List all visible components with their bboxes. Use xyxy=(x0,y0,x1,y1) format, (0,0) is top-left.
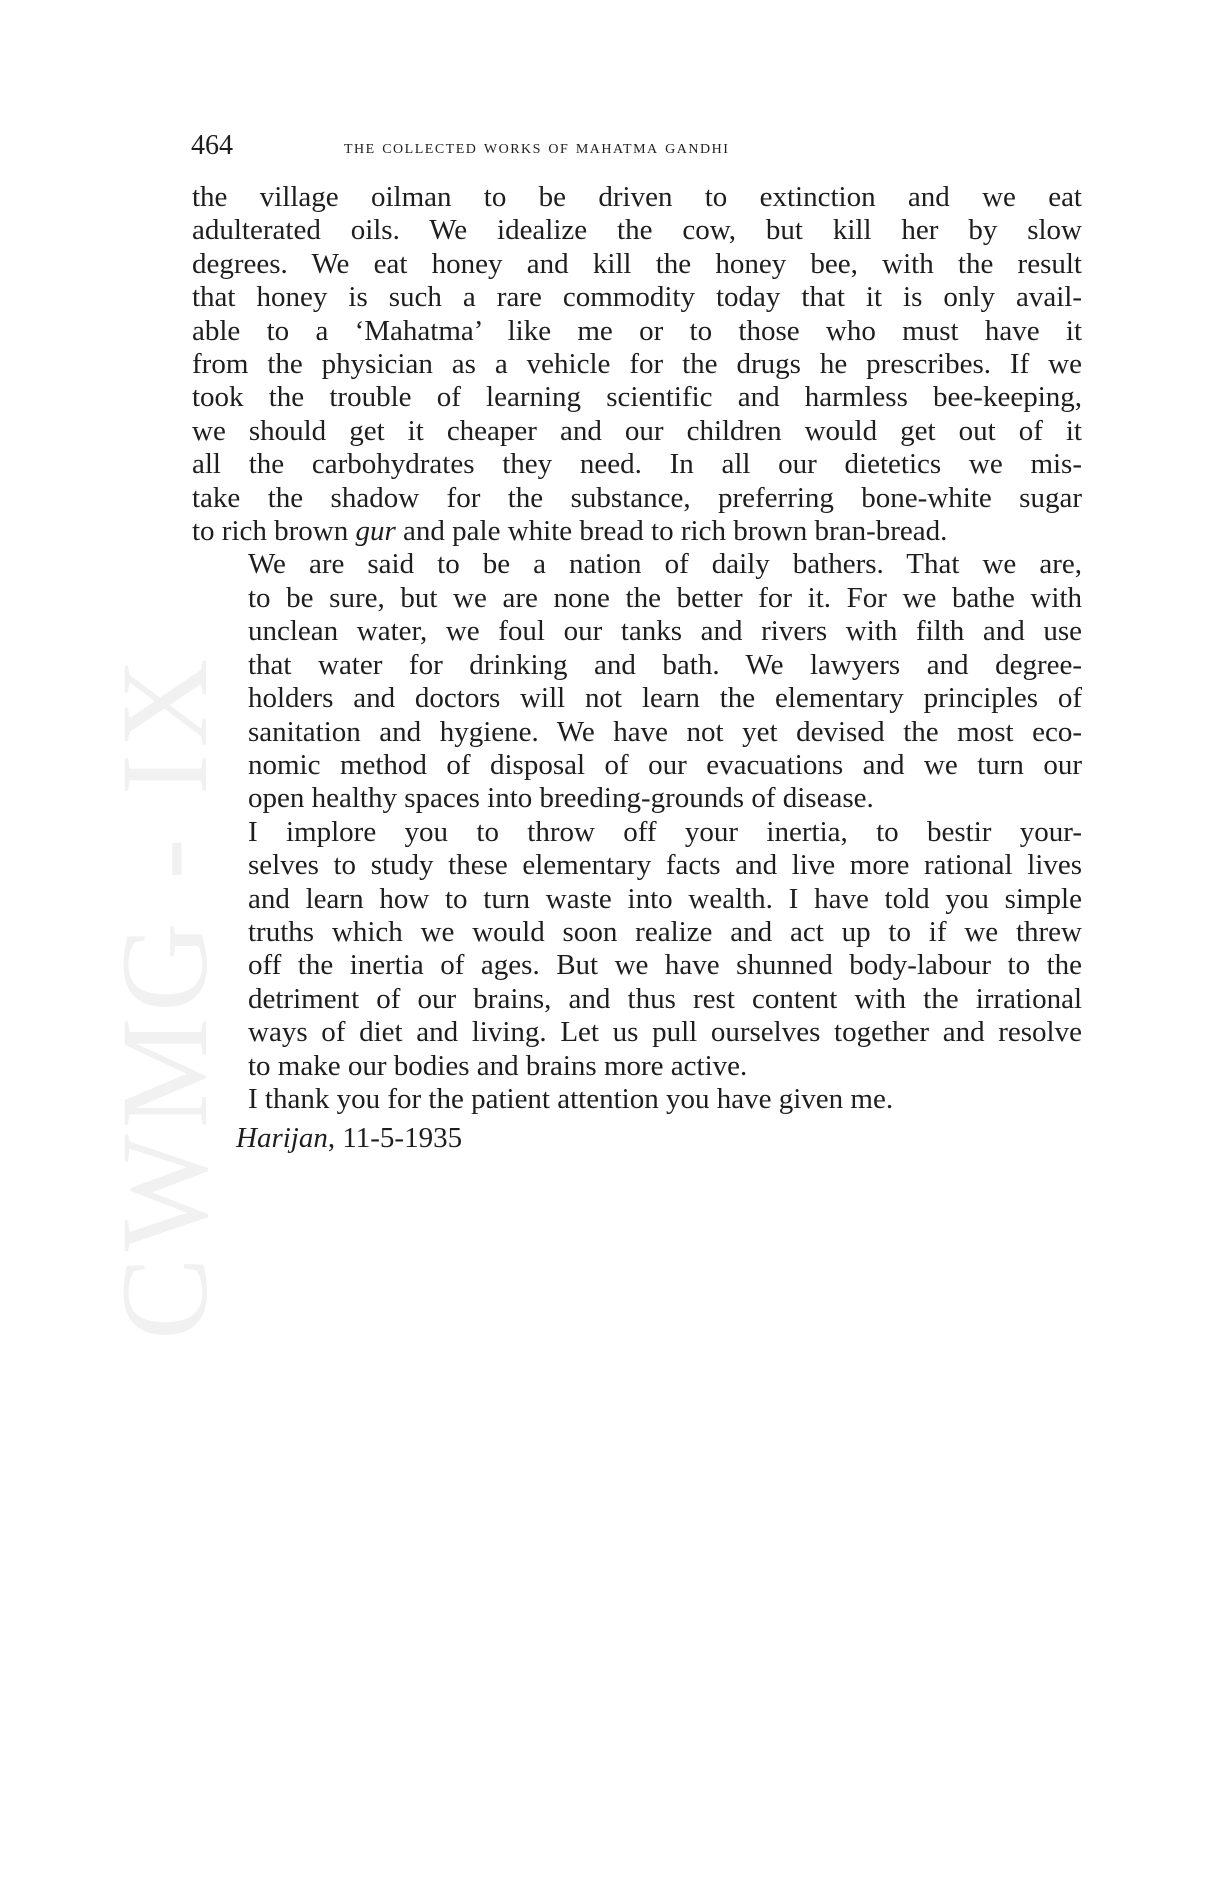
page-number: 464 xyxy=(191,130,233,161)
text-segment: and pale white bread to rich brown bran-bread. xyxy=(395,515,948,548)
text-line: degrees. We eat honey and kill the honey bee, with the result xyxy=(192,247,1082,280)
text-line: I implore you to throw off your inertia, to bestir your- xyxy=(248,815,1082,848)
text-line: We are said to be a nation of daily bathers. That we are, xyxy=(248,548,1082,581)
text-line: we should get it cheaper and our children would get out of it xyxy=(192,414,1082,447)
text-line: truths which we would soon realize and act up to if we threw xyxy=(248,915,1082,948)
text-line: and learn how to turn waste into wealth. I have told you simple xyxy=(248,882,1082,915)
text-line: detriment of our brains, and thus rest content with the irrational xyxy=(248,982,1082,1015)
text-line xyxy=(192,515,1082,548)
text-line: unclean water, we foul our tanks and rivers with filth and use xyxy=(248,615,1082,648)
paragraph-3 xyxy=(192,816,1082,1083)
watermark-text: CWMG - IX xyxy=(96,652,233,1340)
text-line: open healthy spaces into breeding-grounds of disease. xyxy=(248,782,874,815)
text-line: holders and doctors will not learn the elementary principles of xyxy=(248,682,1082,715)
text-line: take the shadow for the substance, preferring bone-white sugar xyxy=(192,481,1082,514)
paragraph-2 xyxy=(192,548,1082,815)
text-line: to make our bodies and brains more active. xyxy=(248,1049,748,1082)
running-title: the collected works of mahatma gandhi xyxy=(344,136,730,158)
paragraph-4 xyxy=(192,1083,1082,1116)
text-line: ways of diet and living. Let us pull ourselves together and resolve xyxy=(248,1016,1082,1049)
source-citation xyxy=(192,1120,1082,1156)
page-header xyxy=(191,126,1081,166)
text-line: from the physician as a vehicle for the drugs he prescribes. If we xyxy=(192,348,1082,381)
text-line: selves to study these elementary facts and live more rational lives xyxy=(248,849,1082,882)
text-line: I thank you for the patient attention you have given me. xyxy=(248,1082,894,1115)
source-publication: Harijan xyxy=(236,1122,328,1155)
text-line: all the carbohydrates they need. In all our dietetics we mis- xyxy=(192,448,1082,481)
text-body xyxy=(192,181,1082,1156)
text-segment: to rich brown xyxy=(192,515,356,548)
text-line: nomic method of disposal of our evacuations and we turn our xyxy=(248,748,1082,781)
source-date: , 11-5-1935 xyxy=(327,1122,463,1155)
text-line: the village oilman to be driven to extinction and we eat xyxy=(192,181,1082,213)
text-line: that honey is such a rare commodity today that it is only avail- xyxy=(192,281,1082,314)
text-line: able to a ‘Mahatma’ like me or to those who must have it xyxy=(192,314,1082,347)
text-line: sanitation and hygiene. We have not yet devised the most eco- xyxy=(248,715,1082,748)
paragraph-1 xyxy=(192,181,1082,548)
text-line: that water for drinking and bath. We lawyers and degree- xyxy=(248,648,1082,681)
text-line: off the inertia of ages. But we have shunned body-labour to the xyxy=(248,949,1082,982)
text-line: to be sure, but we are none the better for it. For we bathe with xyxy=(248,581,1082,614)
text-line: adulterated oils. We idealize the cow, but kill her by slow xyxy=(192,214,1082,247)
text-line: took the trouble of learning scientific and harmless bee-keeping, xyxy=(192,381,1082,414)
italic-term-gur: gur xyxy=(355,515,396,548)
